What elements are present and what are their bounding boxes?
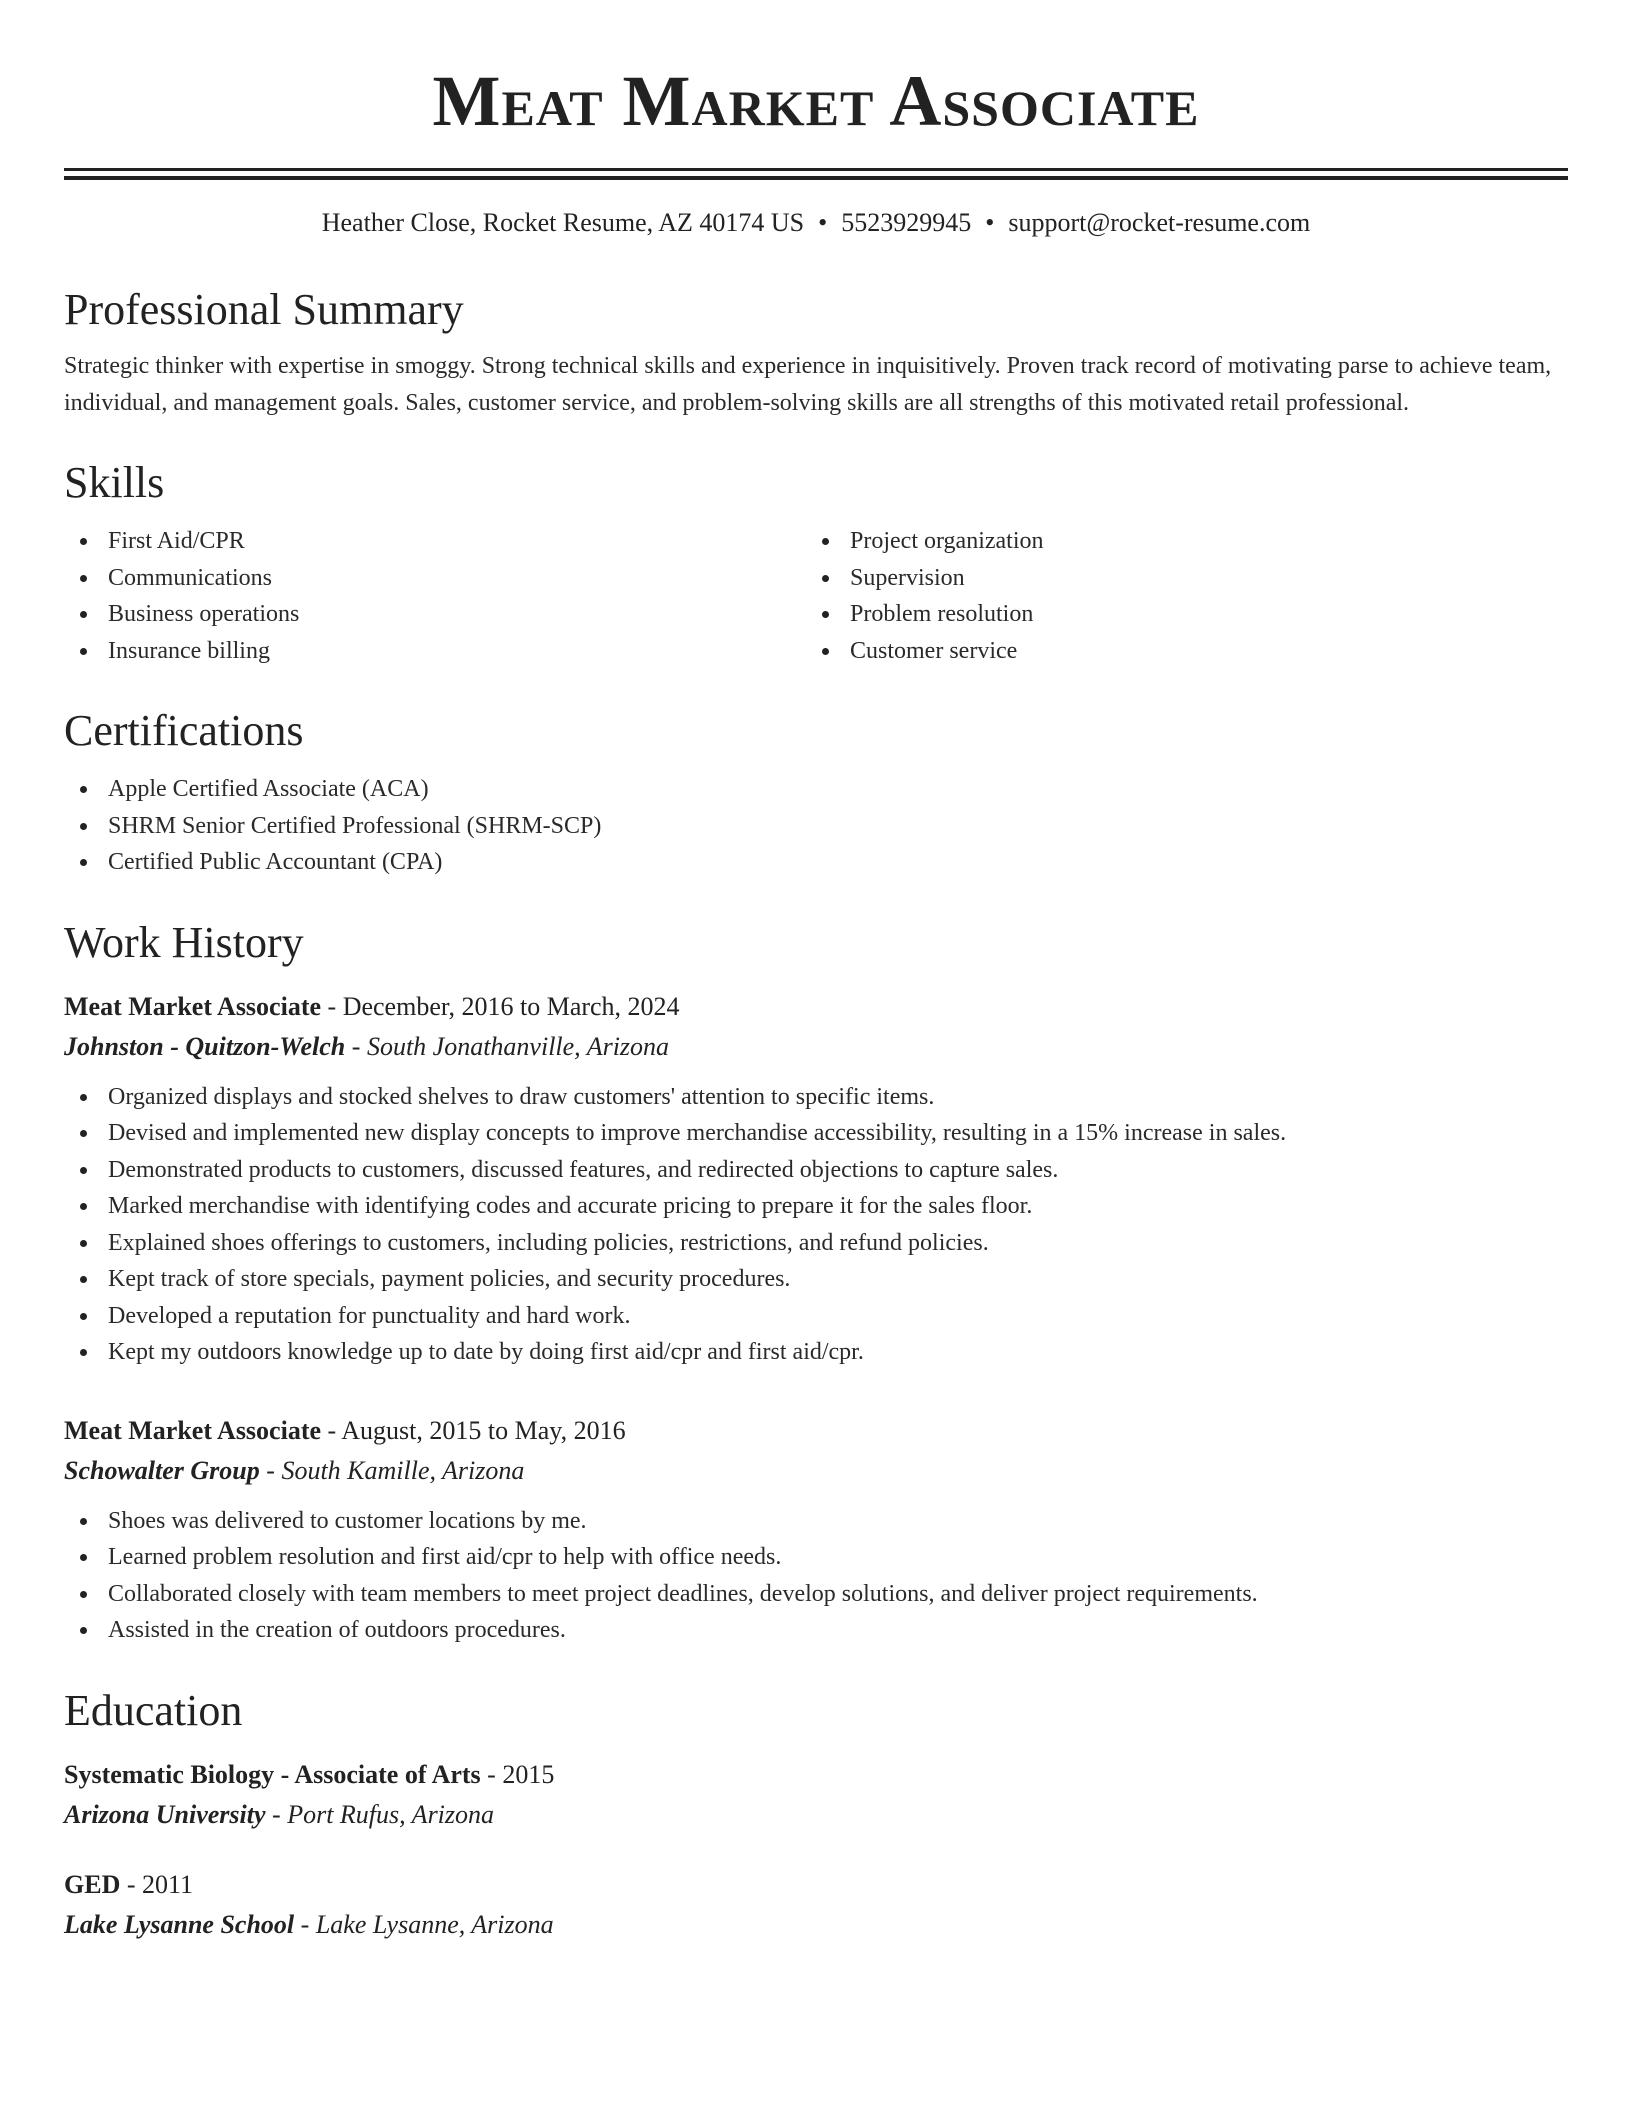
bullet-separator: • — [985, 208, 995, 237]
contact-email: support@rocket-resume.com — [1008, 208, 1311, 237]
degree: Systematic Biology - Associate of Arts — [64, 1759, 481, 1789]
skill-item: First Aid/CPR — [64, 523, 806, 560]
job-duty: Devised and implemented new display concepts to improve merchandise accessibility, resulting in a 15% increase in sales. — [64, 1115, 1568, 1152]
graduation-year: 2011 — [142, 1869, 194, 1899]
skills-grid — [64, 523, 1568, 669]
section-heading: Certifications — [64, 706, 304, 755]
degree-line — [64, 1755, 1568, 1795]
summary-section — [64, 284, 1568, 421]
job-location: South Jonathanville, Arizona — [366, 1031, 670, 1061]
bullet-separator: • — [818, 208, 828, 237]
job-duty: Demonstrated products to customers, discussed features, and redirected objections to capture sales. — [64, 1152, 1568, 1189]
job-company: Johnston - Quitzon-Welch — [64, 1031, 346, 1061]
section-heading: Skills — [64, 458, 165, 507]
job-dates: August, 2015 to May, 2016 — [341, 1415, 626, 1445]
skill-item: Supervision — [806, 560, 1568, 597]
job-title-line — [64, 1411, 1568, 1451]
resume-title: Meat Market Associate — [432, 61, 1200, 141]
education-entry — [64, 1755, 1568, 1835]
dash: - — [300, 1909, 310, 1939]
job-entry — [64, 1411, 1568, 1649]
school-line — [64, 1795, 1568, 1835]
dash: - — [351, 1031, 361, 1061]
job-entry — [64, 987, 1568, 1371]
school-location: Port Rufus, Arizona — [287, 1799, 495, 1829]
job-duty: Collaborated closely with team members to meet project deadlines, develop solutions, and deliver project requirements. — [64, 1576, 1568, 1613]
certifications-list — [64, 771, 1568, 881]
job-duty: Kept track of store specials, payment policies, and security procedures. — [64, 1261, 1568, 1298]
skill-item: Insurance billing — [64, 633, 806, 670]
job-duty: Organized displays and stocked shelves to draw customers' attention to specific items. — [64, 1079, 1568, 1116]
work-history-section — [64, 917, 1568, 1649]
skill-item: Customer service — [806, 633, 1568, 670]
contact-address: Heather Close, Rocket Resume, AZ 40174 US — [321, 208, 805, 237]
job-duty: Learned problem resolution and first aid/cpr to help with office needs. — [64, 1539, 1568, 1576]
skills-list-left — [64, 523, 806, 669]
job-title: Meat Market Associate — [64, 991, 322, 1021]
school-line — [64, 1905, 1568, 1945]
job-company-line — [64, 1451, 1568, 1491]
contact-phone: 5523929945 — [841, 208, 972, 237]
school-location: Lake Lysanne, Arizona — [315, 1909, 554, 1939]
summary-text: Strategic thinker with expertise in smoggy. Strong technical skills and experience in inquisitively. Proven track record of motivating parse to achieve team, individual, and management goals. Sales, customer service, and problem-solving skills are all strengths of this motivated retail professional. — [64, 353, 1552, 416]
degree: GED — [64, 1869, 121, 1899]
education-entry — [64, 1865, 1568, 1945]
skills-section — [64, 457, 1568, 669]
dash: - — [327, 991, 337, 1021]
job-duties-list — [64, 1503, 1568, 1649]
job-dates: December, 2016 to March, 2024 — [342, 991, 680, 1021]
school-name: Arizona University — [64, 1799, 266, 1829]
job-duty: Shoes was delivered to customer locations by me. — [64, 1503, 1568, 1540]
job-duty: Explained shoes offerings to customers, including policies, restrictions, and refund policies. — [64, 1225, 1568, 1262]
section-heading: Professional Summary — [64, 285, 464, 334]
job-duty: Kept my outdoors knowledge up to date by doing first aid/cpr and first aid/cpr. — [64, 1334, 1568, 1371]
job-company: Schowalter Group — [64, 1455, 260, 1485]
job-company-line — [64, 1027, 1568, 1067]
degree-line — [64, 1865, 1568, 1905]
skill-item: Communications — [64, 560, 806, 597]
job-duty: Developed a reputation for punctuality and hard work. — [64, 1298, 1568, 1335]
certifications-section — [64, 705, 1568, 881]
job-duty: Marked merchandise with identifying codes and accurate pricing to prepare it for the sales floor. — [64, 1188, 1568, 1225]
dash: - — [266, 1455, 275, 1485]
school-name: Lake Lysanne School — [64, 1909, 295, 1939]
graduation-year: 2015 — [502, 1759, 555, 1789]
section-heading: Education — [64, 1685, 243, 1735]
certification-item: Apple Certified Associate (ACA) — [64, 771, 1568, 808]
dash: - — [272, 1799, 281, 1829]
job-duty: Assisted in the creation of outdoors procedures. — [64, 1612, 1568, 1649]
certification-item: Certified Public Accountant (CPA) — [64, 844, 1568, 881]
job-title-line — [64, 987, 1568, 1027]
job-duties-list — [64, 1079, 1568, 1371]
contact-line — [64, 206, 1568, 240]
dash: - — [327, 1415, 337, 1445]
skill-item: Project organization — [806, 523, 1568, 560]
section-heading: Work History — [64, 917, 304, 967]
skill-item: Problem resolution — [806, 596, 1568, 633]
divider-line-bottom — [64, 176, 1568, 180]
skills-list-right — [806, 523, 1568, 669]
title-divider — [64, 168, 1568, 180]
job-location: South Kamille, Arizona — [281, 1455, 525, 1485]
education-section — [64, 1685, 1568, 1945]
certification-item: SHRM Senior Certified Professional (SHRM-SCP) — [64, 808, 1568, 845]
skill-item: Business operations — [64, 596, 806, 633]
job-title: Meat Market Associate — [64, 1415, 322, 1445]
divider-line-top — [64, 168, 1568, 171]
dash: - — [126, 1869, 136, 1899]
dash: - — [487, 1759, 496, 1789]
